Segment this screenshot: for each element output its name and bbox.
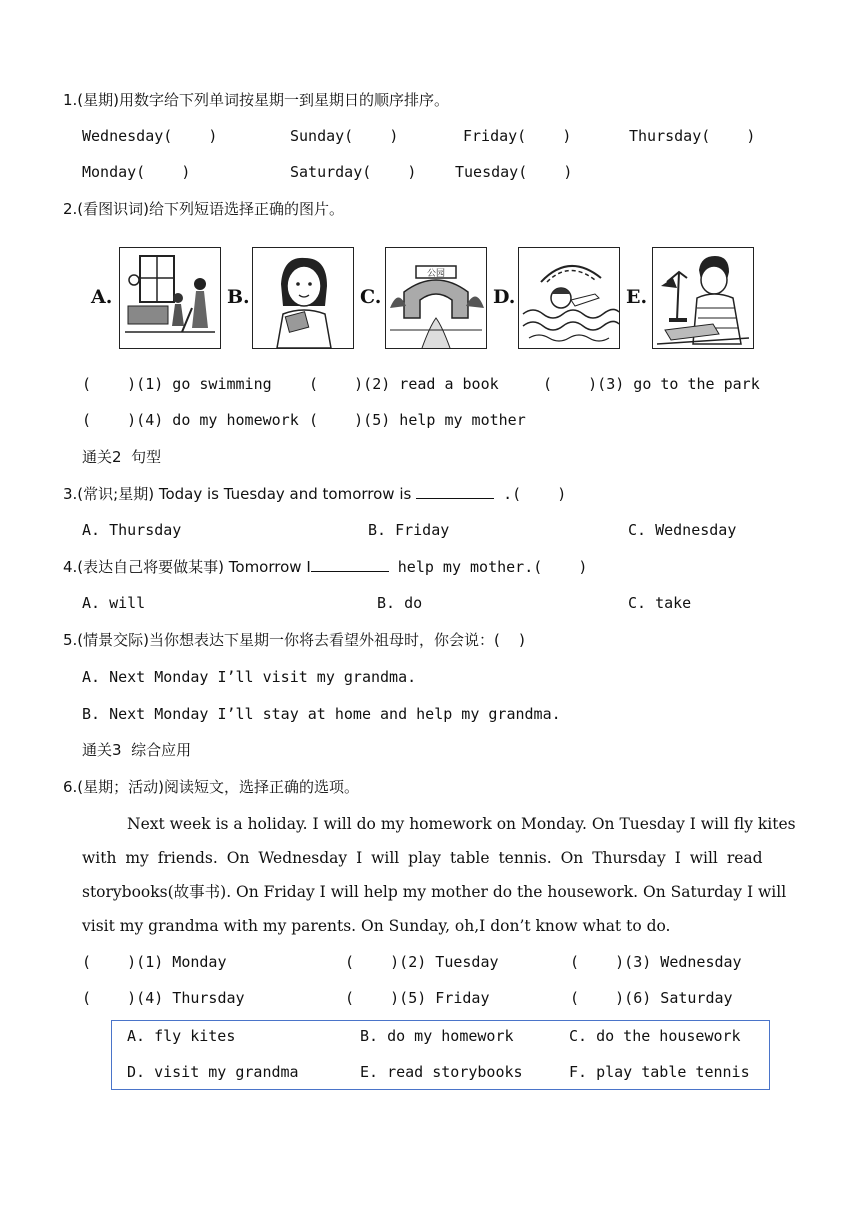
q6-choice-a: A. fly kites — [127, 1027, 236, 1045]
q6-item-1[interactable]: ( )(1) Monday — [82, 953, 227, 971]
q2-item-2[interactable]: ( )(2) read a book — [309, 375, 499, 393]
q3-stem-end: .( ) — [494, 485, 567, 503]
picture-b-reading — [252, 247, 354, 349]
section-3-heading: 通关3 综合应用 — [82, 741, 192, 759]
q6-passage-line-3: storybooks(故事书). On Friday I will help my mother do the housework. On Saturday I will — [82, 883, 787, 901]
q1-item-thursday[interactable]: Thursday( ) — [629, 127, 756, 145]
q3-blank[interactable] — [416, 484, 494, 499]
picture-e-homework — [652, 247, 754, 349]
q4-option-b[interactable]: B. do — [377, 594, 423, 612]
q5-option-a[interactable]: A. Next Monday I’ll visit my grandma. — [82, 668, 417, 686]
q4-option-a[interactable]: A. will — [82, 594, 146, 612]
q1-item-friday[interactable]: Friday( ) — [463, 127, 572, 145]
q6-choice-f: F. play table tennis — [569, 1063, 750, 1081]
q1-item-wednesday[interactable]: Wednesday( ) — [82, 127, 218, 145]
q4-stem-text: 4.(表达自己将要做某事) Tomorrow I — [63, 558, 311, 576]
q6-choice-b: B. do my homework — [360, 1027, 514, 1045]
q1-item-tuesday[interactable]: Tuesday( ) — [455, 163, 573, 181]
q2-item-5[interactable]: ( )(5) help my mother — [309, 411, 526, 429]
q1-item-sunday[interactable]: Sunday( ) — [290, 127, 399, 145]
q6-passage-line-2: with my friends. On Wednesday I will play table tennis. On Thursday I will read — [82, 849, 763, 867]
q4-stem-end: help my mother.( ) — [388, 558, 588, 576]
q6-item-2[interactable]: ( )(2) Tuesday — [345, 953, 499, 971]
q6-item-4[interactable]: ( )(4) Thursday — [82, 989, 245, 1007]
q5-option-b[interactable]: B. Next Monday I’ll stay at home and help my grandma. — [82, 705, 561, 723]
q6-passage-line-4: visit my grandma with my parents. On Sunday, oh,I don’t know what to do. — [82, 917, 671, 935]
q2-item-4[interactable]: ( )(4) do my homework — [82, 411, 299, 429]
q6-choice-c: C. do the housework — [569, 1027, 741, 1045]
picture-letter-d: D. — [493, 286, 516, 308]
q3-option-a[interactable]: A. Thursday — [82, 521, 182, 539]
picture-letter-b: B. — [227, 286, 250, 308]
q6-item-3[interactable]: ( )(3) Wednesday — [570, 953, 742, 971]
q6-item-6[interactable]: ( )(6) Saturday — [570, 989, 733, 1007]
q2-item-3[interactable]: ( )(3) go to the park — [543, 375, 760, 393]
picture-letter-e: E. — [626, 286, 648, 308]
q3-stem — [63, 484, 566, 504]
picture-letter-a: A. — [91, 286, 113, 308]
q3-stem-text: 3.(常识;星期) Today is Tuesday and tomorrow is — [63, 485, 417, 503]
picture-d-swimming — [518, 247, 620, 349]
picture-a-housework — [119, 247, 221, 349]
section-2-heading: 通关2 句型 — [82, 448, 162, 466]
q6-choice-d: D. visit my grandma — [127, 1063, 299, 1081]
picture-c-park-gate — [385, 247, 487, 349]
picture-letter-c: C. — [360, 286, 382, 308]
park-sign-text: 公园 — [426, 269, 446, 279]
q6-stem: 6.(星期；活动)阅读短文，选择正确的选项。 — [63, 778, 360, 796]
q2-item-1[interactable]: ( )(1) go swimming — [82, 375, 272, 393]
q3-option-b[interactable]: B. Friday — [368, 521, 450, 539]
q6-passage-line-1: Next week is a holiday. I will do my homework on Monday. On Tuesday I will fly kites — [127, 815, 796, 833]
q4-stem — [63, 557, 587, 577]
q3-option-c[interactable]: C. Wednesday — [628, 521, 737, 539]
q1-stem: 1.(星期)用数字给下列单词按星期一到星期日的顺序排序。 — [63, 91, 450, 109]
q5-stem: 5.(情景交际)当你想表达下星期一你将去看望外祖母时，你会说：( ) — [63, 631, 525, 649]
q1-item-monday[interactable]: Monday( ) — [82, 163, 191, 181]
q6-item-5[interactable]: ( )(5) Friday — [345, 989, 490, 1007]
q4-option-c[interactable]: C. take — [628, 594, 692, 612]
q4-blank[interactable] — [311, 557, 389, 572]
q6-choice-e: E. read storybooks — [360, 1063, 523, 1081]
q2-stem: 2.(看图识词)给下列短语选择正确的图片。 — [63, 200, 345, 218]
q1-item-saturday[interactable]: Saturday( ) — [290, 163, 417, 181]
